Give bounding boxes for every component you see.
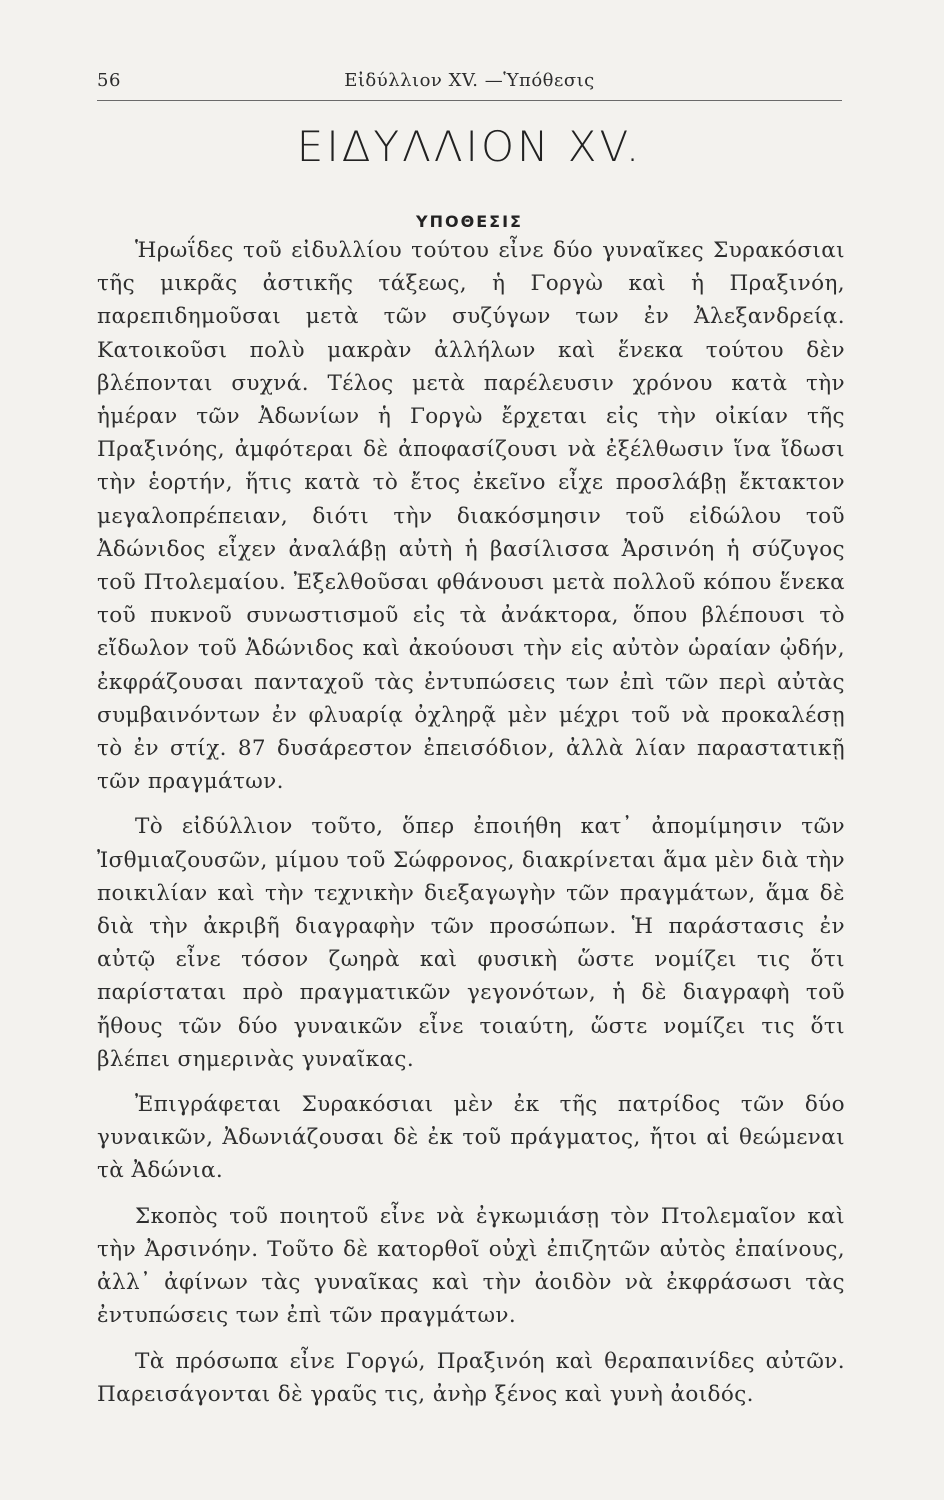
paragraph-persons: Τὰ πρόσωπα εἶνε Γοργώ, Πραξινόη καὶ θεραπαινίδες αὐτῶν. Παρεισάγονται δὲ γραῦς τις, ἀνὴρ ξένος καὶ γυνὴ ἀοιδός. [97,1348,845,1407]
chapter-title: ΕΙΔΥΛΛΙΟΝ XV. [296,122,643,171]
section-subtitle: ΥΠΟΘΕΣΙΣ [416,212,523,231]
page-number: 56 [97,70,121,91]
body-text [97,234,845,1423]
running-title: Εἰδύλλιον XV. —Ὑπόθεσις [344,70,595,91]
paragraph-title-explanation: Ἐπιγράφεται Συρακόσιαι μὲν ἐκ τῆς πατρίδος τῶν δύο γυναικῶν, Ἀδωνιάζουσαι δὲ ἐκ τοῦ πράγματος, ἤτοι αἱ θεώμεναι τὰ Ἀδώνια. [97,1092,845,1184]
paragraph-synopsis: Ἡρωΐδες τοῦ εἰδυλλίου τούτου εἶνε δύο γυναῖκες Συρακόσιαι τῆς μικρᾶς ἀστικῆς τάξεως, ἡ Γοργὼ καὶ ἡ Πραξινόη, παρεπιδημοῦσαι μετὰ τῶν συζύγων των ἐν Ἀλεξανδρείᾳ. Κατοικοῦσι πολὺ μακρὰν ἀλλήλων καὶ ἕνεκα τούτου δὲν βλέπονται συχνά. Τέλος μετὰ παρέλευσιν χρόνου κατὰ τὴν ἡμέραν τῶν Ἀδωνίων ἡ Γοργὼ ἔρχεται εἰς τὴν οἰκίαν τῆς Πραξινόης, ἀμφότεραι δὲ ἀποφασίζουσι νὰ ἐξέλθωσιν ἵνα ἴδωσι τὴν ἑορτήν, ἥτις κατὰ τὸ ἔτος ἐκεῖνο εἶχε προσλάβῃ ἔκτακτον μεγαλοπρέπειαν, διότι τὴν διακόσμησιν τοῦ εἰδώλου τοῦ Ἀδώνιδος εἶχεν ἀναλάβῃ αὐτὴ ἡ βασίλισσα Ἀρσινόη ἡ σύζυγος τοῦ Πτολεμαίου. Ἐξελθοῦσαι φθάνουσι μετὰ πολλοῦ κόπου ἕνεκα τοῦ πυκνοῦ συνωστισμοῦ εἰς τὰ ἀνάκτορα, ὅπου βλέπουσι τὸ εἴδωλον τοῦ Ἀδώνιδος καὶ ἀκούουσι τὴν εἰς αὐτὸν ὡραίαν ᾠδήν, ἐκφράζουσαι πανταχοῦ τὰς ἐντυπώσεις των ἐπὶ τῶν περὶ αὐτὰς συμβαινόντων ἐν φλυαρίᾳ ὀχληρᾷ μὲν μέχρι τοῦ νὰ προκαλέσῃ τὸ ἐν στίχ. 87 δυσάρεστον ἐπεισόδιον, ἀλλὰ λίαν παραστατικῇ τῶν πραγμάτων. [97,238,845,795]
header-rule [97,100,842,101]
running-header [97,70,842,96]
paragraph-character: Τὸ εἰδύλλιον τοῦτο, ὅπερ ἐποιήθη κατ᾽ ἀπομίμησιν τῶν Ἰσθμιαζουσῶν, μίμου τοῦ Σώφρονος, διακρίνεται ἅμα μὲν διὰ τὴν ποικιλίαν καὶ τὴν τεχνικὴν διεξαγωγὴν τῶν πραγμάτων, ἅμα δὲ διὰ τὴν ἀκριβῆ διαγραφὴν τῶν προσώπων. Ἡ παράστασις ἐν αὐτῷ εἶνε τόσον ζωηρὰ καὶ φυσικὴ ὥστε νομίζει τις ὅτι παρίσταται πρὸ πραγματικῶν γεγονότων, ἡ δὲ διαγραφὴ τοῦ ἤθους τῶν δύο γυναικῶν εἶνε τοιαύτη, ὥστε νομίζει τις ὅτι βλέπει σημερινὰς γυναῖκας. [97,814,845,1072]
paragraph-purpose: Σκοπὸς τοῦ ποιητοῦ εἶνε νὰ ἐγκωμιάσῃ τὸν Πτολεμαῖον καὶ τὴν Ἀρσινόην. Τοῦτο δὲ κατορθοῖ οὐχὶ ἐπιζητῶν αὐτὸς ἐπαίνους, ἀλλ᾽ ἀφίνων τὰς γυναῖκας καὶ τὴν ἀοιδὸν νὰ ἐκφράσωσι τὰς ἐντυπώσεις των ἐπὶ τῶν πραγμάτων. [97,1203,845,1329]
